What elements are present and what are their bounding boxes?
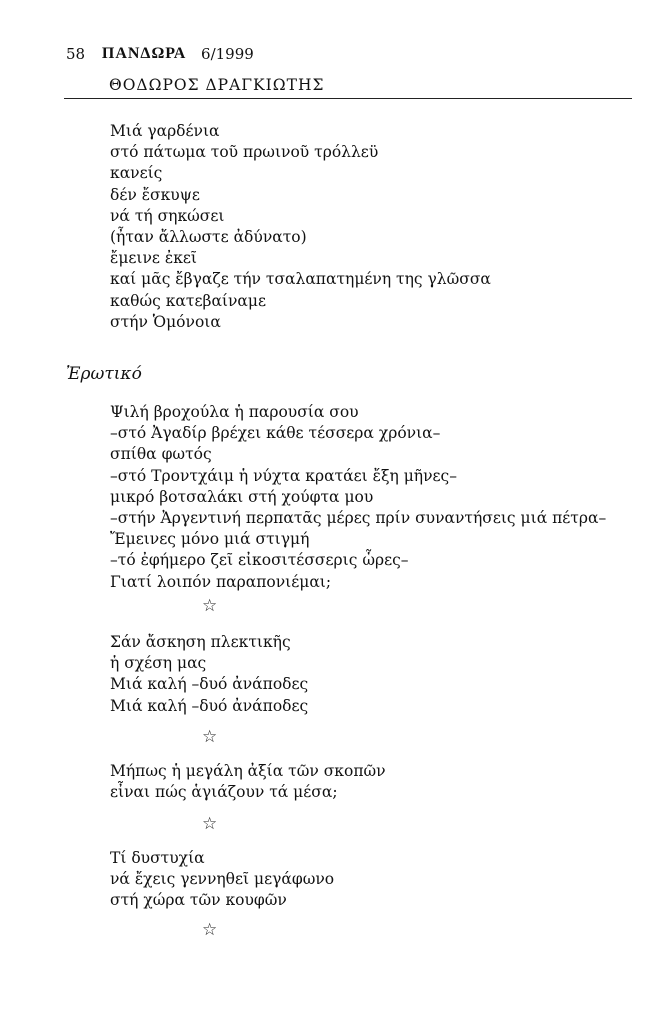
stanza-2	[110, 632, 308, 717]
poem-line: νά τή σηκώσει	[110, 206, 225, 225]
poem-line: –στό Ἀγαδίρ βρέχει κάθε τέσσερα χρόνια–	[110, 424, 441, 443]
author-name: ΘΟΔΩΡΟΣ ΔΡΑΓΚΙΩΤΗΣ	[109, 76, 325, 94]
star-separator-icon: ☆	[202, 814, 218, 834]
running-header	[66, 44, 254, 63]
poem-line: δέν ἔσκυψε	[110, 185, 200, 204]
star-separator-icon: ☆	[202, 596, 218, 616]
poem-line: Ἔμεινες μόνο μιά στιγμή	[110, 530, 310, 549]
poem-line: Τί δυστυχία	[110, 849, 205, 867]
poem-line: Μιά καλή –δυό ἀνάποδες	[110, 675, 309, 694]
page-number: 58	[66, 45, 86, 63]
stanza-3	[110, 761, 386, 803]
star-separator-icon: ☆	[202, 727, 218, 747]
poem-line: καθώς κατεβαίναμε	[110, 291, 266, 310]
poem-line: Μήπως ἡ μεγάλη ἀξία τῶν σκοπῶν	[110, 762, 386, 780]
issue-number: 6/1999	[201, 45, 254, 63]
poem-line: νά ἔχεις γεννηθεῖ μεγάφωνο	[110, 870, 335, 889]
poem-line: κανείς	[110, 164, 163, 183]
poem-line: σπίθα φωτός	[110, 445, 212, 464]
star-separator-icon: ☆	[202, 920, 218, 940]
poem-line: –στό Τροντχάιμ ἡ νύχτα κρατάει ἔξη μῆνες–	[110, 466, 457, 485]
poem-line: στήν Ὁμόνοια	[110, 312, 221, 331]
poem-gardenia	[110, 121, 491, 333]
stanza-1	[110, 402, 606, 593]
magazine-logo: ΠΑΝΔΩΡΑ	[101, 45, 187, 62]
poem-line: Γιατί λοιπόν παραπονιέμαι;	[110, 572, 332, 591]
poem-title: Ἐρωτικό	[66, 364, 142, 384]
poem-line: στή χώρα τῶν κουφῶν	[110, 891, 287, 910]
poem-line: Μιά γαρδένια	[110, 122, 220, 140]
stanza-4	[110, 848, 334, 912]
poem-line: μικρό βοτσαλάκι στή χούφτα μου	[110, 487, 374, 506]
header-rule	[64, 98, 632, 99]
poem-line: στό πάτωμα τοῦ πρωινοῦ τρόλλεϋ	[110, 143, 379, 162]
poem-line: –τό ἐφήμερο ζεῖ εἰκοσιτέσσερις ὧρες–	[110, 551, 409, 570]
poem-line: ἡ σχέση μας	[110, 654, 207, 673]
poem-line: εἶναι πώς ἁγιάζουν τά μέσα;	[110, 783, 338, 802]
poem-line: Ψιλή βροχούλα ἡ παρουσία σου	[110, 403, 359, 421]
poem-line: ἔμεινε ἐκεῖ	[110, 249, 197, 268]
poem-line: καί μᾶς ἔβγαζε τήν τσαλαπατημένη της γλῶσσα	[110, 270, 491, 289]
poem-line: –στήν Ἀργεντινή περπατᾶς μέρες πρίν συναντήσεις μιά πέτρα–	[110, 509, 607, 528]
poem-line: Μιά καλή –δυό ἀνάποδες	[110, 696, 309, 715]
poem-line: Σάν ἄσκηση πλεκτικῆς	[110, 633, 291, 651]
poem-line: (ἦταν ἄλλωστε ἀδύνατο)	[110, 228, 307, 247]
